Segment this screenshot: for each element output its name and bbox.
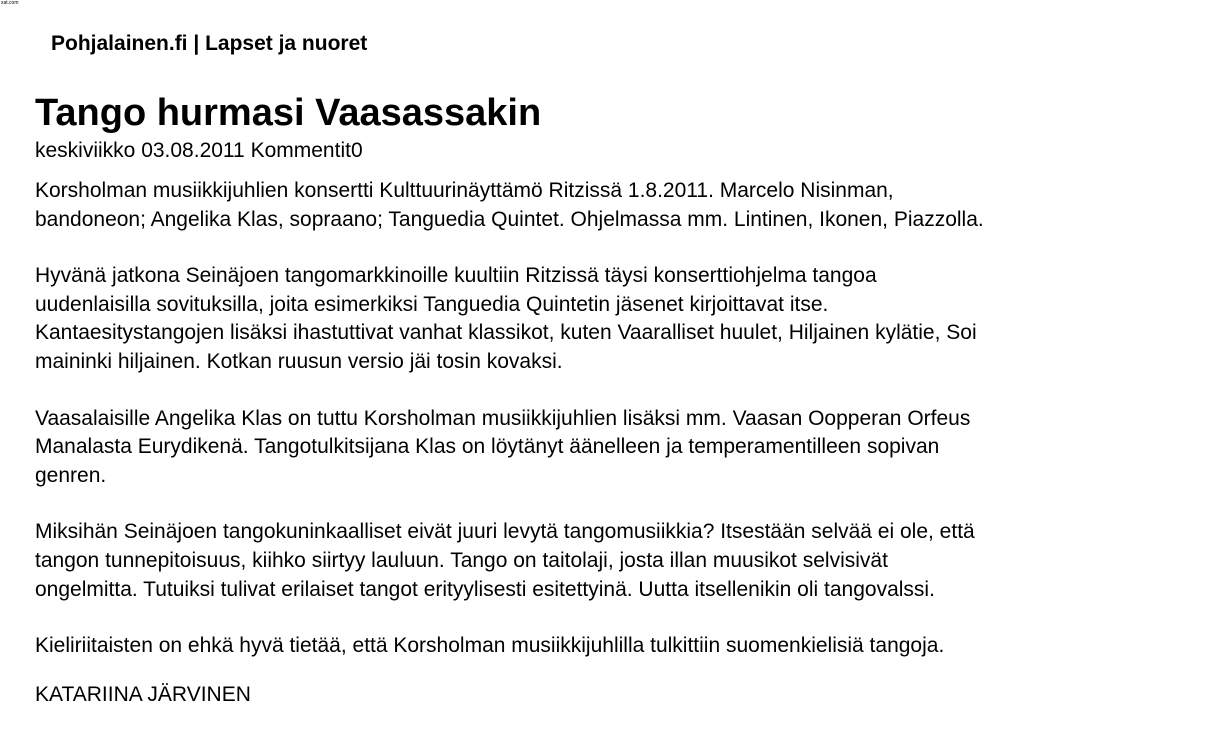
article-paragraph-3 [35,405,1215,491]
paragraph-line: bandoneon; Angelika Klas, sopraano; Tanguedia Quintet. Ohjelmassa mm. Lintinen, Ikonen, Piazzolla. [35,207,984,231]
article-headline: Tango hurmasi Vaasassakin [35,92,542,134]
site-header-title[interactable]: Pohjalainen.fi | Lapset ja nuoret [51,32,368,55]
paragraph-line: Hyvänä jatkona Seinäjoen tangomarkkinoille kuultiin Ritzissä täysi konserttiohjelma tangoa [35,264,877,288]
article-paragraph-4 [35,518,1215,604]
article-paragraph-2 [35,262,1215,376]
article-paragraph-1 [35,177,1215,234]
paragraph-line: uudenlaisilla sovituksilla, joita esimerkiksi Tanguedia Quintetin jäsenet kirjoittavat itse. [35,292,829,316]
paragraph-line: tangon tunnepitoisuus, kiihko siirtyy lauluun. Tango on taitolaji, josta illan muusikot selvisivät [35,548,888,572]
paragraph-line: Kantaesitystangojen lisäksi ihastuttivat vanhat klassikot, kuten Vaaralliset huulet, Hiljainen kylätie, Soi [35,321,977,345]
paragraph-line: Miksihän Seinäjoen tangokuninkaalliset eivät juuri levytä tangomusiikkia? Itsestään selvää ei ole, että [35,520,975,544]
paragraph-line: Vaasalaisille Angelika Klas on tuttu Korsholman musiikkijuhlien lisäksi mm. Vaasan Oopperan Orfeus [35,406,971,430]
comments-link[interactable] [251,139,363,162]
article-byline: KATARIINA JÄRVINEN [35,683,251,706]
paragraph-line: maininki hiljainen. Kotkan ruusun versio jäi tosin kovaksi. [35,349,563,373]
article-paragraph-5 [35,632,1215,661]
paragraph-line: Kieliriitaisten on ehkä hyvä tietää, että Korsholman musiikkijuhlilla tulkittiin suomenkielisiä tangoja. [35,634,945,658]
comments-label[interactable]: Kommentit [250,139,351,162]
paragraph-line: ongelmitta. Tutuiksi tulivat erilaiset tangot erityylisesti esitettyinä. Uutta itsellenikin oli tangovalssi. [35,577,935,601]
paragraph-line: genren. [35,463,107,487]
article-date: keskiviikko 03.08.2011 [35,139,245,162]
comments-count[interactable]: 0 [350,139,363,162]
article-body [35,177,1215,689]
article-meta [35,137,363,165]
corner-watermark-text: xat.com [1,0,19,6]
paragraph-line: Korsholman musiikkijuhlien konsertti Kulttuurinäyttämö Ritzissä 1.8.2011. Marcelo Nisinman, [35,179,894,202]
paragraph-line: Manalasta Eurydikenä. Tangotulkitsijana Klas on löytänyt äänelleen ja temperamentilleen sopivan [35,435,940,459]
